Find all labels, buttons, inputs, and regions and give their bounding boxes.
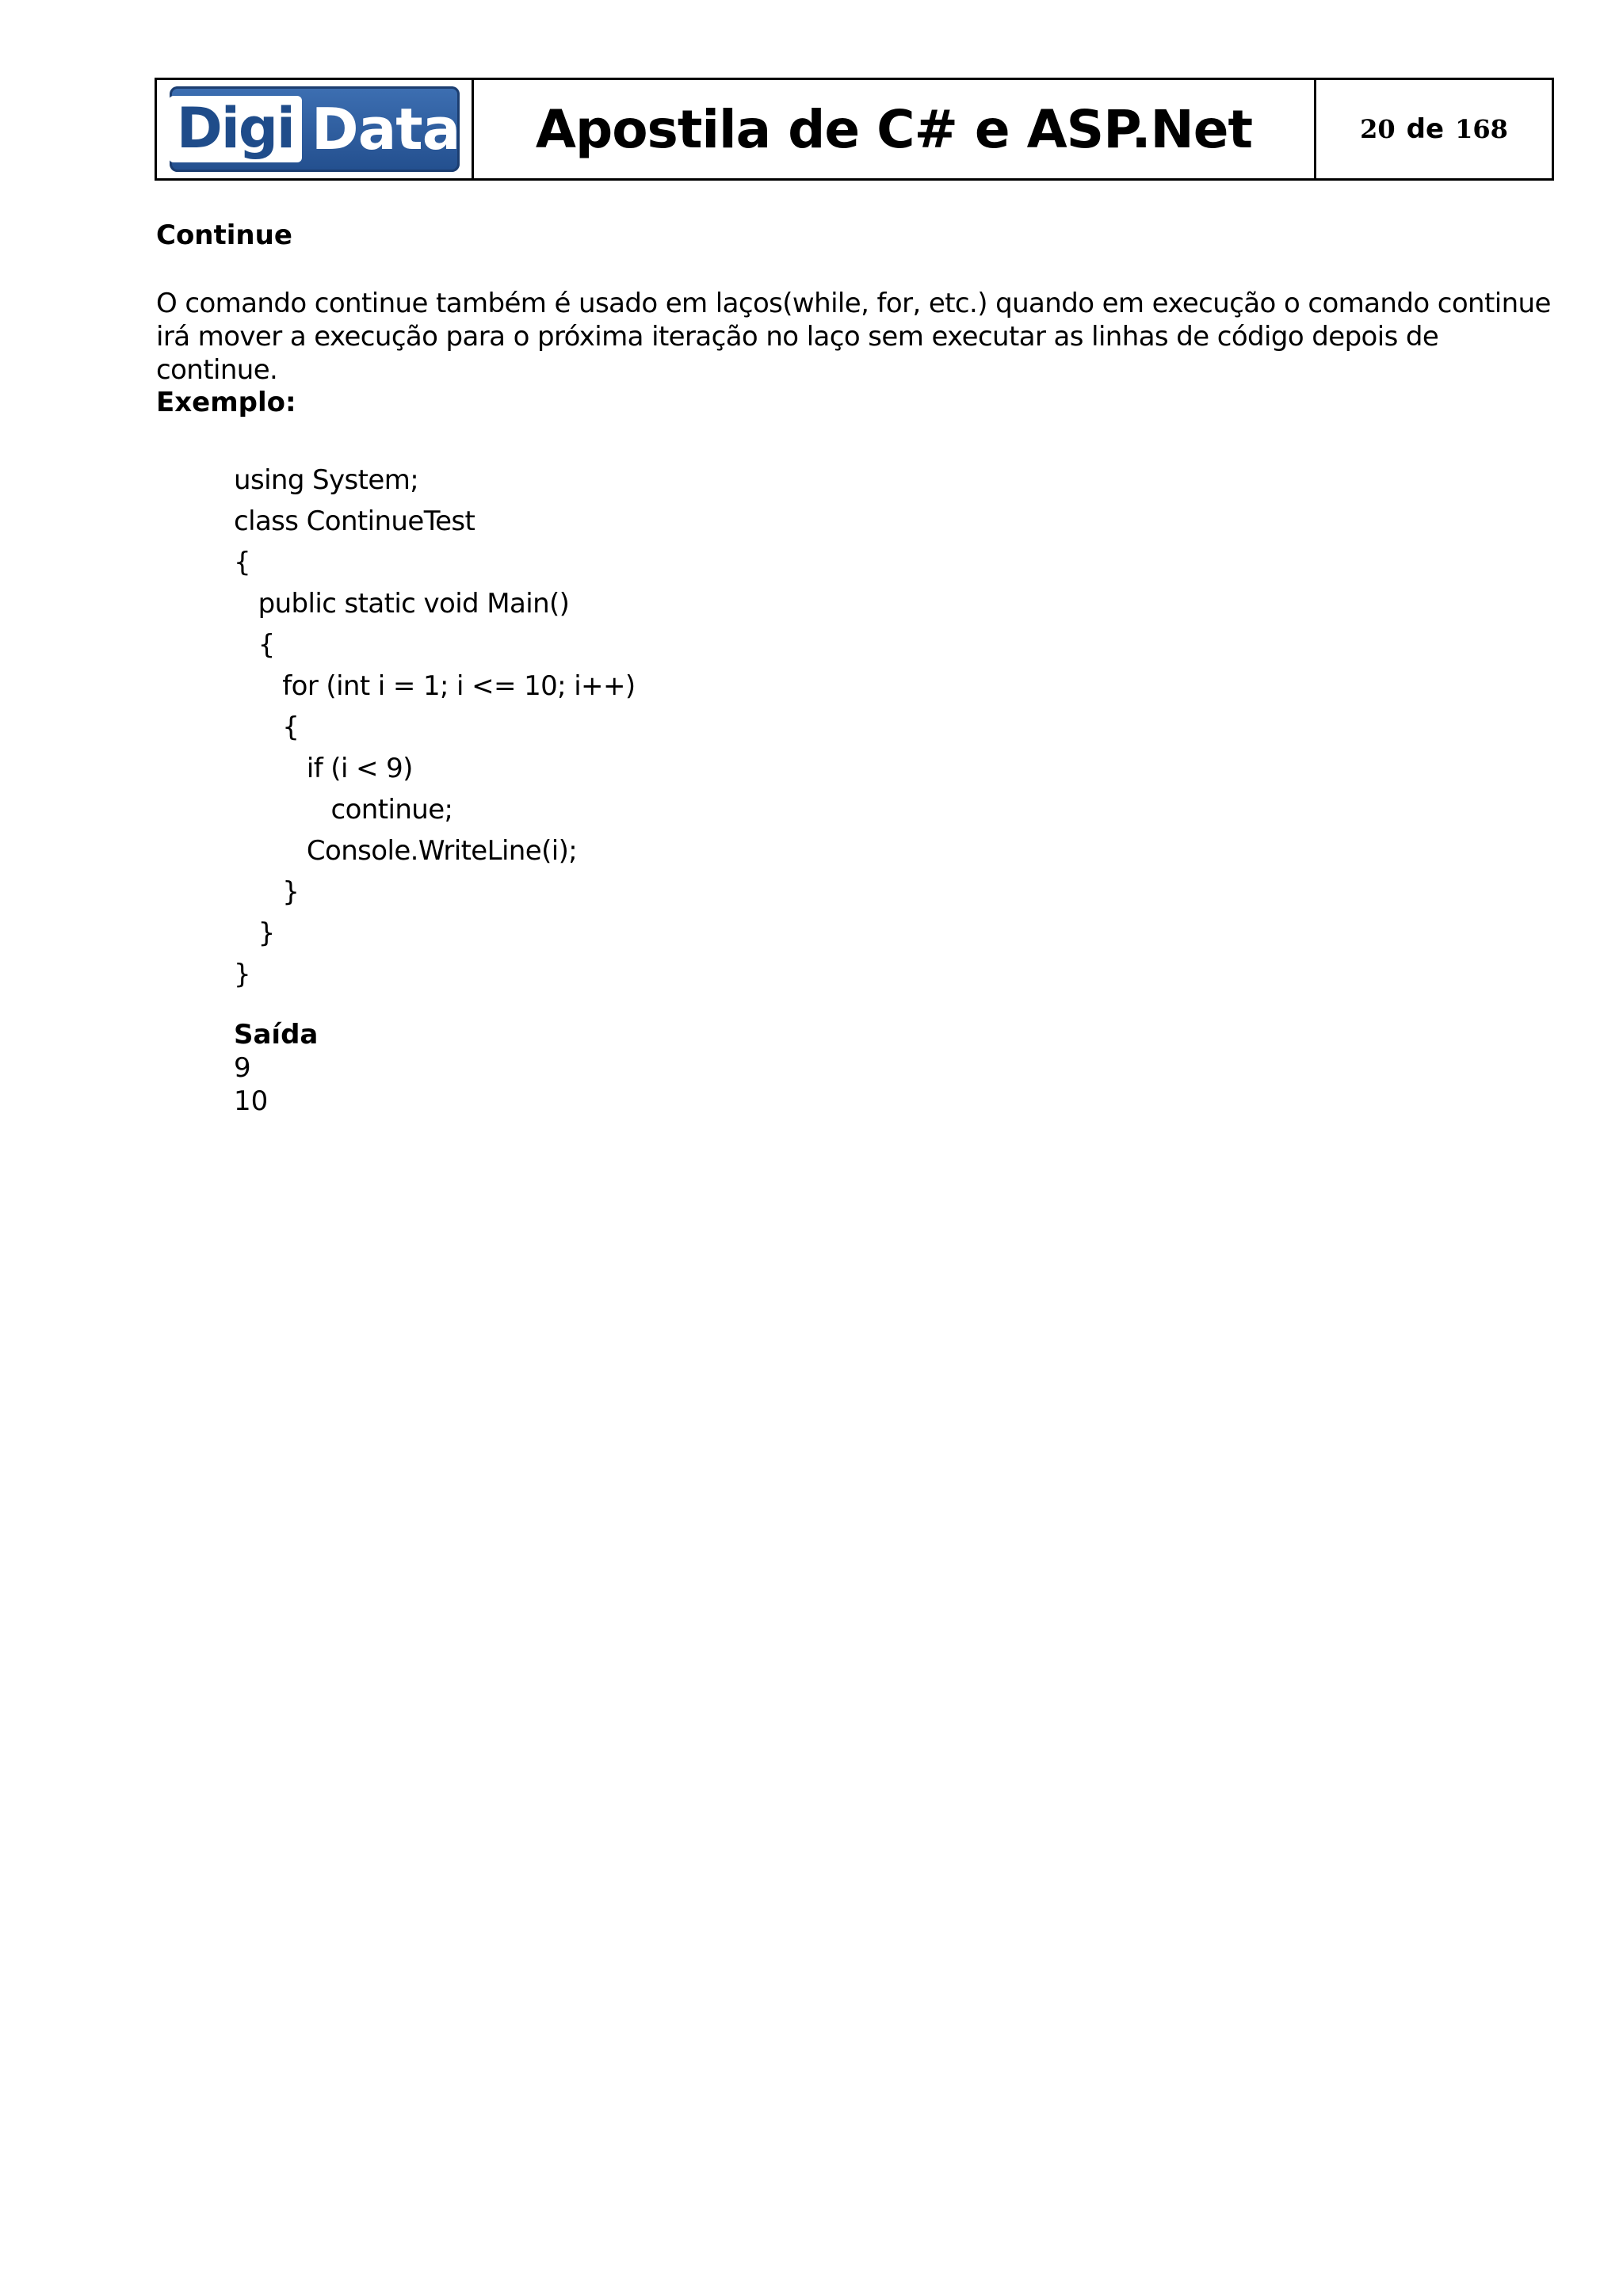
code-block (234, 460, 636, 995)
code-line: for (int i = 1; i <= 10; i++) (234, 670, 636, 702)
code-line: continue; (234, 794, 453, 826)
code-line: public static void Main() (234, 588, 570, 620)
code-line: } (234, 917, 275, 949)
output-label: Saída (234, 1019, 319, 1051)
page-number (1316, 80, 1552, 178)
title-cell (474, 80, 1316, 178)
logo-text-data: Data (311, 96, 460, 162)
output-line: 9 (234, 1052, 251, 1084)
code-line: { (234, 629, 275, 661)
code-line: if (i < 9) (234, 753, 413, 784)
document-title: Apostila de C# e ASP.Net (535, 98, 1253, 160)
output-block (234, 1018, 318, 1118)
digidata-logo (170, 86, 460, 172)
code-line: using System; (234, 464, 419, 496)
code-line: } (234, 876, 300, 908)
logo-cell (157, 80, 474, 178)
output-line: 10 (234, 1085, 269, 1117)
example-label: Exemplo: (156, 387, 296, 418)
code-line: { (234, 711, 300, 743)
section-paragraph: O comando continue também é usado em laços(while, for, etc.) quando em execução o comando continue irá mover a execução para o próxima iteração no laço sem executar as linhas de código depois de continue. (156, 288, 1551, 386)
section-title: Continue (156, 219, 292, 251)
page-total: 168 (1455, 114, 1508, 144)
code-line: Console.WriteLine(i); (234, 835, 578, 867)
code-line: { (234, 547, 251, 578)
code-line: } (234, 959, 251, 990)
page-header (155, 78, 1554, 181)
page-separator: de (1406, 113, 1445, 145)
code-line: class ContinueTest (234, 505, 475, 537)
page-current: 20 (1360, 114, 1396, 144)
logo-text-digi: Digi (169, 96, 302, 162)
